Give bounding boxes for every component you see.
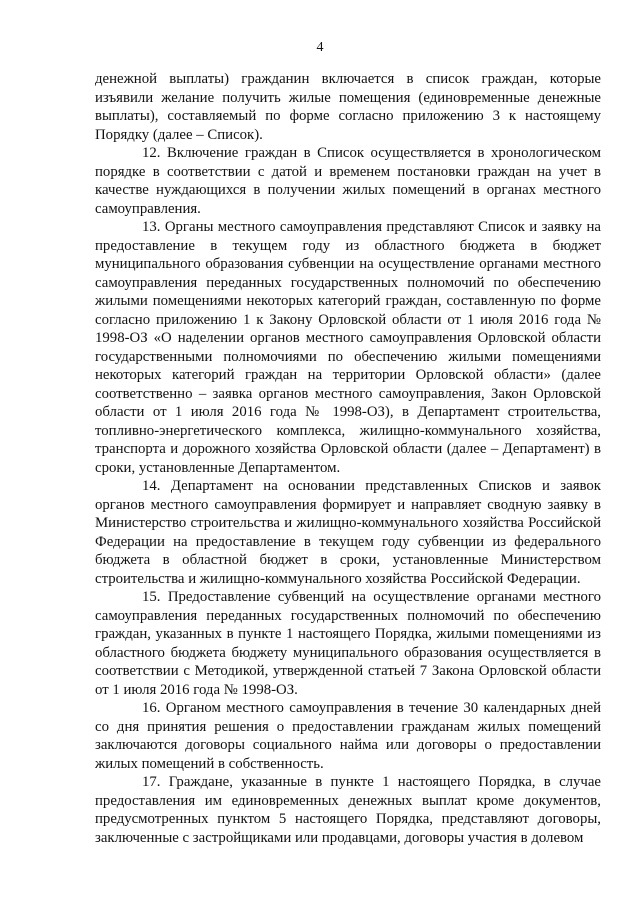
- paragraph-13: 13. Органы местного самоуправления представляют Список и заявку на предоставление в текущем году из областного бюджета в бюджет муниципального образования субвенции на осуществление органами местного самоуправления переданных государственных полномочий по обеспечению жилыми помещениями некоторых категорий граждан, составленную по форме согласно приложению 1 к Закону Орловской области от 1 июля 2016 года № 1998-ОЗ «О наделении органов местного самоуправления Орловской области государственными полномочиями по обеспечению жилыми помещениями некоторых категорий граждан на территории Орловской области» (далее соответственно – заявка органов местного самоуправления, Закон Орловской области от 1 июля 2016 года № 1998-ОЗ), в Департамент строительства, топливно-энергетического комплекса, жилищно-коммунального хозяйства, транспорта и дорожного хозяйства Орловской области (далее – Департамент) в сроки, установленные Департаментом.: [95, 219, 601, 476]
- page-number: 4: [316, 40, 324, 55]
- paragraph-continuation: денежной выплаты) гражданин включается в список граждан, которые изъявили желание получить жилые помещения (единовременные денежные выплаты), составляемый по форме согласно приложению 3 к настоящему Порядку (далее – Список).: [95, 71, 601, 143]
- paragraph-17: 17. Граждане, указанные в пункте 1 настоящего Порядка, в случае предоставления им единовременных денежных выплат кроме документов, предусмотренных пунктом 5 настоящего Порядка, представляют договоры, заключенные с застройщиками или продавцами, договоры участия в долевом: [95, 774, 601, 846]
- paragraph-16: 16. Органом местного самоуправления в течение 30 календарных дней со дня принятия решения о предоставлении гражданам жилых помещений заключаются договоры социального найма или договоры о предоставлении жилых помещений в собственность.: [95, 700, 601, 772]
- paragraph-14: 14. Департамент на основании представленных Списков и заявок органов местного самоуправления формирует и направляет сводную заявку в Министерство строительства и жилищно-коммунального хозяйства Российской Федерации на предоставление в текущем году субвенции из федерального бюджета в областной бюджет в сроки, установленные Министерством строительства и жилищно-коммунального хозяйства Российской Федерации.: [95, 478, 601, 587]
- document-body: [95, 70, 601, 847]
- paragraph-15: 15. Предоставление субвенций на осуществление органами местного самоуправления переданных государственных полномочий по обеспечению граждан, указанных в пункте 1 настоящего Порядка, жилыми помещениями из областного бюджета бюджету муниципального образования осуществляется в соответствии с Методикой, утвержденной статьей 7 Закона Орловской области от 1 июля 2016 года № 1998-ОЗ.: [95, 589, 601, 698]
- paragraph-12: 12. Включение граждан в Список осуществляется в хронологическом порядке в соответствии с датой и временем постановки граждан на учет в качестве нуждающихся в получении жилых помещений в органах местного самоуправления.: [95, 145, 601, 217]
